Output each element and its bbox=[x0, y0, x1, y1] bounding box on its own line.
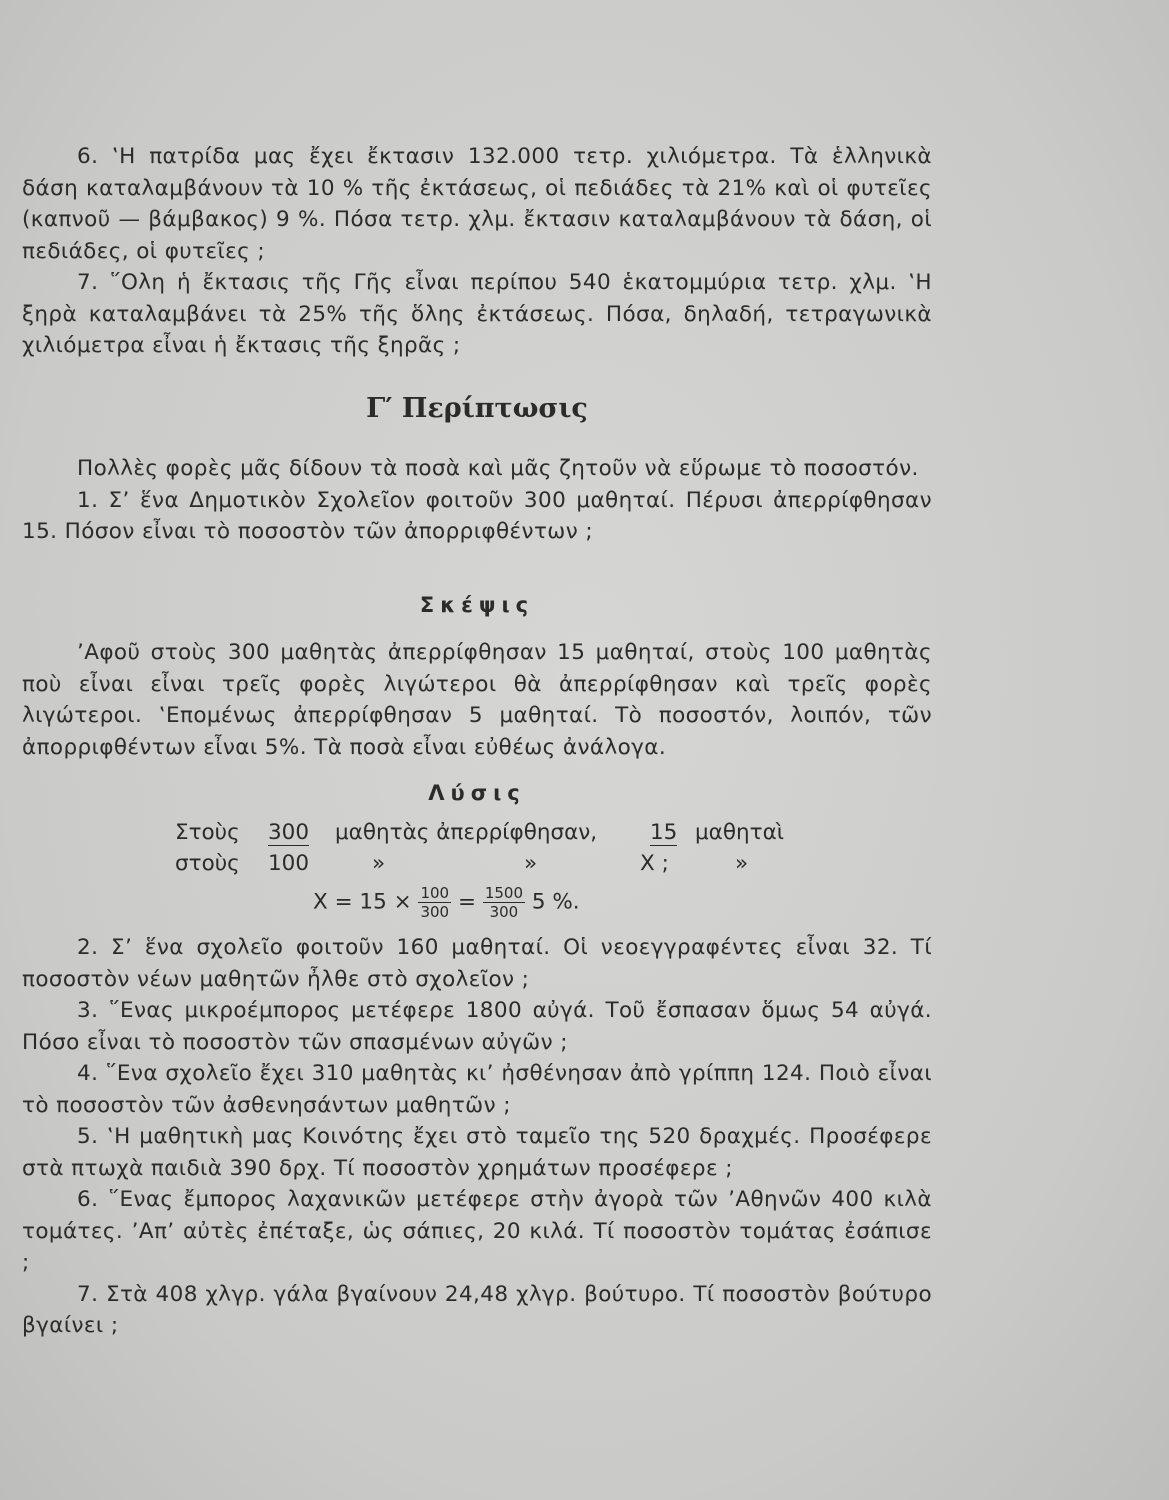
exercise-2: 2. Σ’ ἕνα σχολεῖο φοιτοῦν 160 μαθηταί. Οἱ νεοεγγραφέντες εἶναι 32. Τί ποσοστὸν νέων μαθητῶν ἦλθε στὸ σχολεῖον ; bbox=[22, 935, 932, 992]
fraction-denominator: 300 bbox=[489, 903, 519, 921]
solution-text: Στοὺς bbox=[175, 820, 240, 845]
previous-exercises bbox=[22, 141, 932, 362]
solution-text: μαθηταὶ bbox=[695, 820, 785, 845]
solution-text: Χ ; bbox=[640, 851, 669, 876]
equation-result: 5 %. bbox=[531, 889, 580, 915]
solution-value: 100 bbox=[268, 851, 310, 876]
solution-value: 15 bbox=[650, 820, 678, 845]
solution-text: » bbox=[372, 851, 386, 876]
problem-1: 1. Σ’ ἕνα Δημοτικὸν Σχολεῖον φοιτοῦν 300 μαθηταί. Πέρυσι ἀπερρίφθησαν 15. Πόσον εἶναι τὸ ποσοστὸν τῶν ἀπορριφθέντων ; bbox=[22, 487, 932, 544]
skepsis-title: Σκέψις bbox=[419, 593, 535, 617]
section-heading: Γ′ Περίπτωσις bbox=[366, 393, 588, 424]
case-intro-block bbox=[22, 453, 932, 548]
fraction-100-300 bbox=[418, 884, 451, 921]
solution-text: » bbox=[735, 851, 749, 876]
lysis-title: Λύσις bbox=[428, 781, 526, 805]
skepsis-paragraph: ’Αφοῦ στοὺς 300 μαθητὰς ἀπερρίφθησαν 15 μαθηταί, στοὺς 100 μαθητὰς ποὺ εἶναι εἶναι τρεῖς φορὲς λιγώτεροι θὰ ἀπερρίφθησαν καὶ τρεῖς φορὲς λιγώτεροι. ‛Επομένως ἀπερρίφθησαν 5 μαθηταί. Τὸ ποσοστόν, λοιπόν, τῶν ἀπορριφθέντων εἶναι 5%. Τὰ ποσὰ εἶναι εὐθέως ἀνάλογα. bbox=[22, 640, 932, 760]
fraction-denominator: 300 bbox=[420, 903, 450, 921]
equals-sign: = bbox=[457, 889, 476, 915]
intro-paragraph: Πολλὲς φορὲς μᾶς δίδουν τὰ ποσὰ καὶ μᾶς ζητοῦν νὰ εὕρωμε τὸ ποσοστόν. bbox=[77, 456, 919, 481]
solution-value: 300 bbox=[268, 820, 310, 845]
solution-text: » bbox=[524, 851, 538, 876]
exercise-7: 7. Στὰ 408 χλγρ. γάλα βγαίνουν 24,48 χλγρ. βούτυρο. Τί ποσοστὸν βούτυρο βγαίνει ; bbox=[22, 1281, 932, 1338]
solution-text: στοὺς bbox=[175, 851, 240, 876]
exercise-4: 4. ῞Ενα σχολεῖο ἔχει 310 μαθητὰς κι’ ἠσθένησαν ἀπὸ γρίππη 124. Ποιὸ εἶναι τὸ ποσοστὸν τῶν ἀσθενησάντων μαθητῶν ; bbox=[22, 1061, 932, 1118]
skepsis-block bbox=[22, 637, 932, 763]
exercise-5: 5. ‛Η μαθητικὴ μας Κοινότης ἔχει στὸ ταμεῖο της 520 δραχμές. Προσέφερε στὰ πτωχὰ παιδιὰ 390 δρχ. Τί ποσοστὸν χρημάτων προσέφερε ; bbox=[22, 1124, 932, 1181]
exercise-6: 6. ῞Ενας ἔμπορος λαχανικῶν μετέφερε στὴν ἀγορὰ τῶν ’Αθηνῶν 400 κιλὰ τομάτες. ’Απ’ αὐτὲς ἐπέταξε, ὡς σάπιες, 20 κιλά. Τί ποσοστὸν τομάτας ἐσάπισε ; bbox=[22, 1187, 932, 1275]
exercises-block bbox=[22, 932, 932, 1342]
fraction-numerator: 1500 bbox=[484, 884, 523, 902]
exercise-6-prev: 6. ‛Η πατρίδα μας ἔχει ἔκτασιν 132.000 τετρ. χιλιόμετρα. Τὰ ἑλληνικὰ δάση καταλαμβάνουν τὰ 10 % τῆς ἐκτάσεως, οἱ πεδιάδες τὰ 21% καὶ οἱ φυτεῖες (καπνοῦ — βάμβακος) 9 %. Πόσα τετρ. χλμ. ἔκτασιν καταλαμβάνουν τὰ δάση, οἱ πεδιάδες, οἱ φυτεῖες ; bbox=[22, 144, 932, 264]
solution-text: μαθητὰς ἀπερρίφθησαν, bbox=[335, 820, 598, 845]
fraction-numerator: 100 bbox=[420, 884, 450, 902]
exercise-3: 3. ῞Ενας μικροέμπορος μετέφερε 1800 αὐγά. Τοῦ ἔσπασαν ὅμως 54 αὐγά. Πόσο εἶναι τὸ ποσοστὸν τῶν σπασμένων αὐγῶν ; bbox=[22, 998, 932, 1055]
fraction-1500-300 bbox=[483, 884, 525, 921]
equation-lhs: Χ = 15 × bbox=[313, 889, 412, 915]
solution-equation bbox=[313, 884, 580, 921]
exercise-7-prev: 7. ῞Ολη ἡ ἔκτασις τῆς Γῆς εἶναι περίπου 540 ἑκατομμύρια τετρ. χλμ. ‛Η ξηρὰ καταλαμβάνει τὰ 25% τῆς ὅλης ἐκτάσεως. Πόσα, δηλαδή, τετραγωνικὰ χιλιόμετρα εἶναι ἡ ἔκτασις τῆς ξηρᾶς ; bbox=[22, 270, 932, 358]
